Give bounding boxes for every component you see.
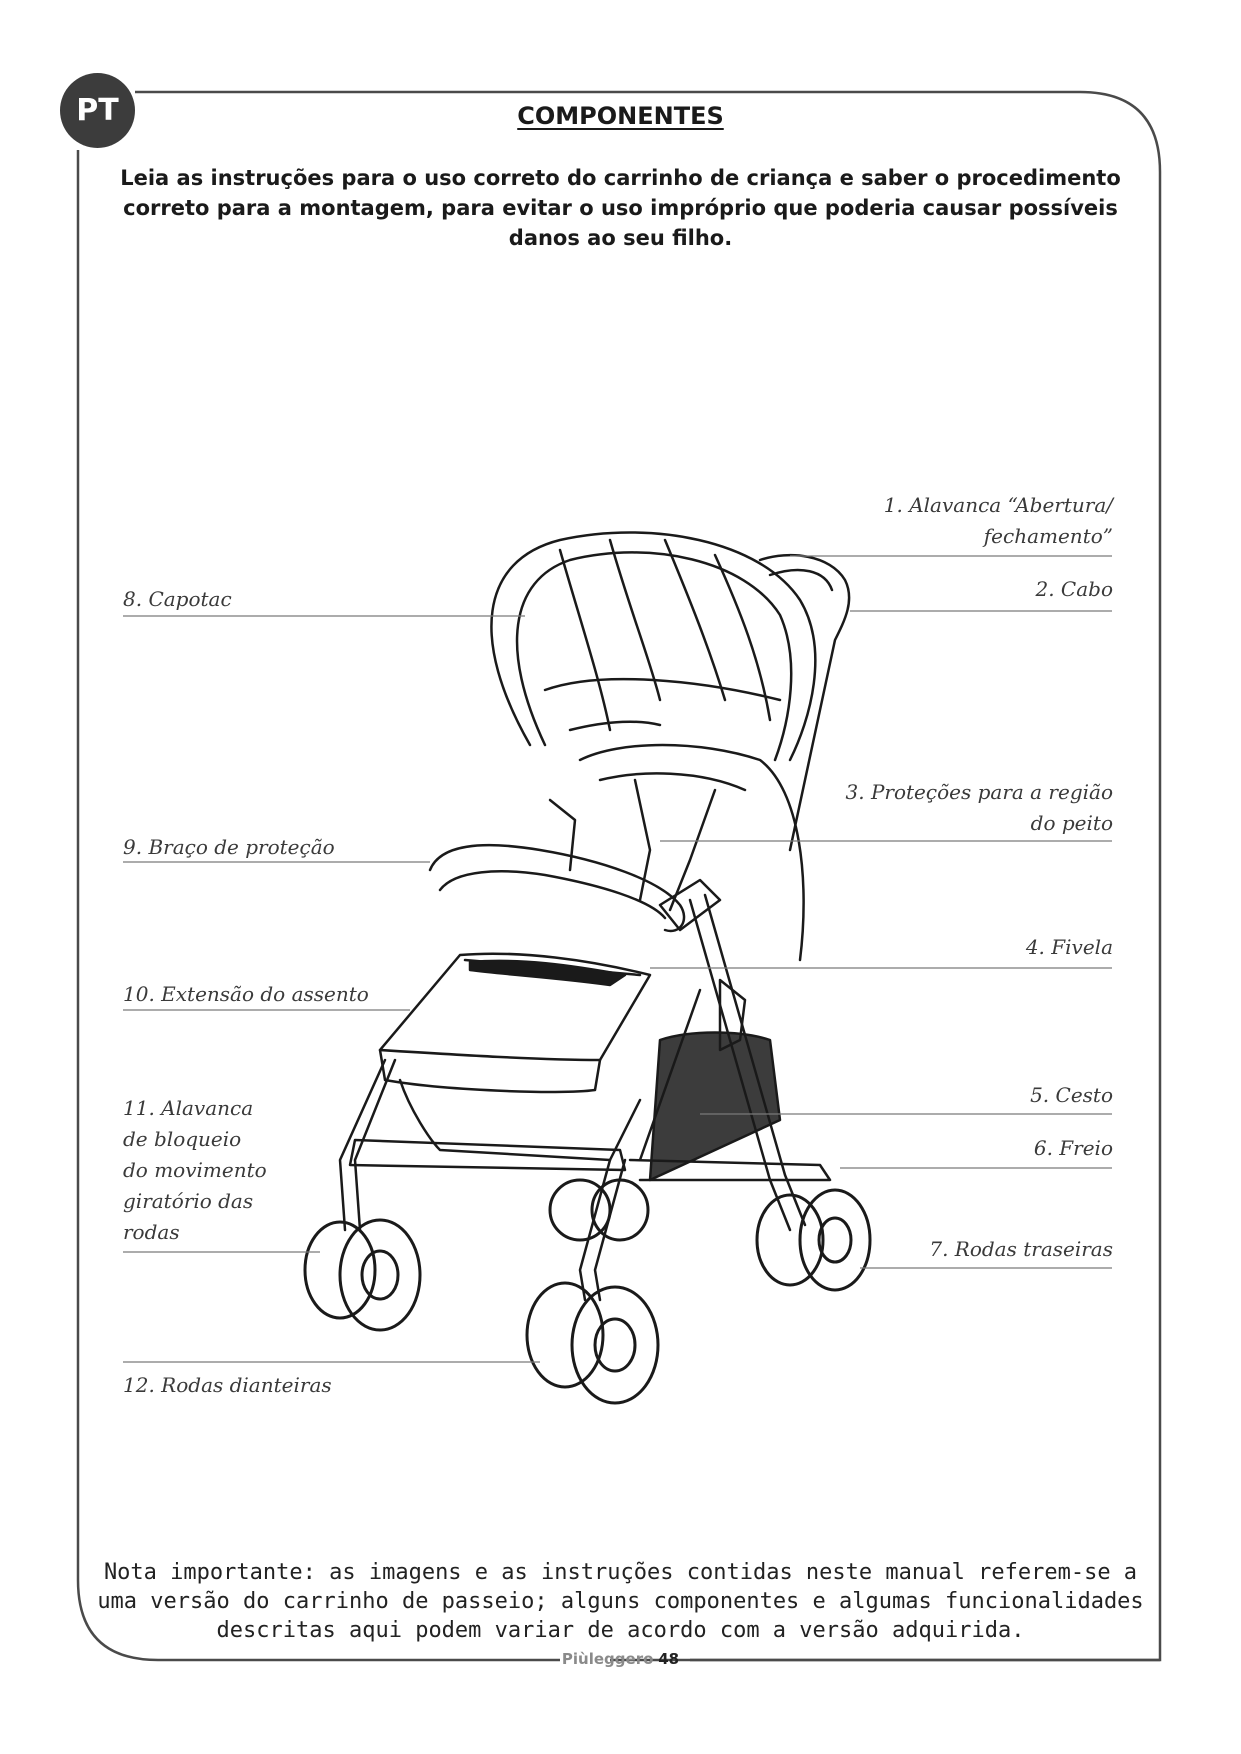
component-label-7: 7. Rodas traseiras (929, 1237, 1113, 1261)
component-label-8: 8. Capotac (123, 587, 232, 611)
component-label-2: 2. Cabo (1035, 577, 1113, 601)
component-label-9: 9. Braço de proteção (123, 835, 335, 859)
language-badge: PT (60, 73, 135, 148)
important-note: Nota importante: as imagens e as instruções contidas neste manual referem-se a uma versão do carrinho de passeio; alguns componentes e algumas funcionalidades descritas aqui podem variar de acordo com a versão adquirida. (97, 1560, 1144, 1643)
component-label-1: 1. Alavanca “Abertura/ fechamento” (883, 493, 1113, 548)
component-label-12: 12. Rodas dianteiras (123, 1373, 332, 1397)
component-label-4: 4. Fivela (1025, 935, 1113, 959)
page-title: COMPONENTES (517, 102, 724, 130)
component-label-5: 5. Cesto (1030, 1083, 1113, 1107)
footer-brand: Piùleggero (561, 1650, 654, 1668)
component-label-3: 3. Proteções para a região do peito (845, 780, 1113, 835)
component-label-11: 11. Alavanca de bloqueio do movimento giratório das rodas (123, 1096, 267, 1244)
page-footer (0, 1650, 1241, 1668)
intro-text: Leia as instruções para o uso correto do carrinho de criança e saber o procedimento correto para a montagem, para evitar o uso impróprio que poderia causar possíveis danos ao seu filho. (120, 166, 1121, 250)
page-number: 48 (658, 1650, 680, 1668)
component-label-6: 6. Freio (1033, 1136, 1113, 1160)
component-label-10: 10. Extensão do assento (123, 982, 369, 1006)
